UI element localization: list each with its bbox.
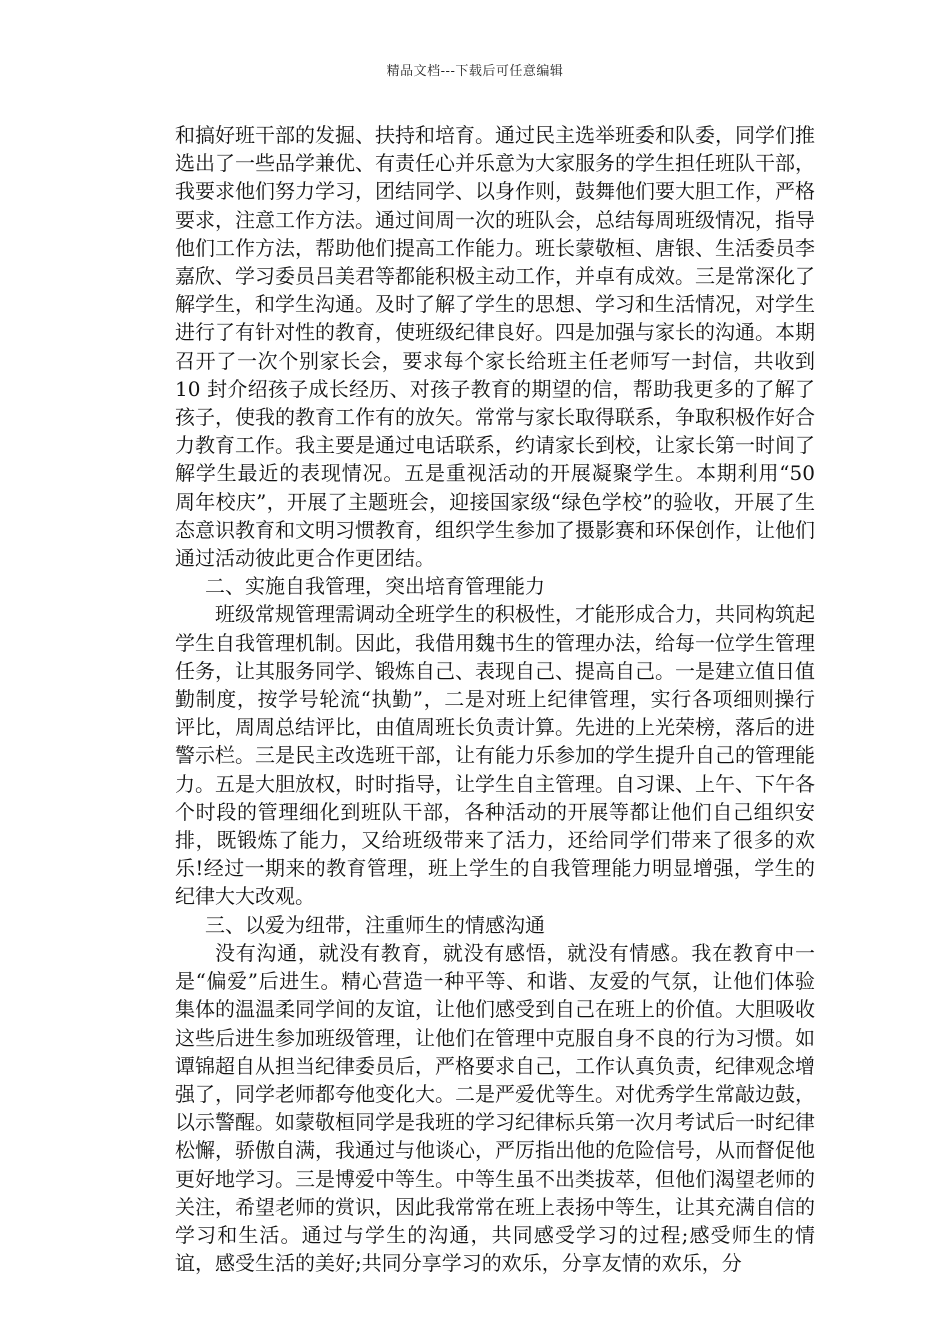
- document-body: [175, 121, 815, 1277]
- section-heading-3: 三、以爱为纽带，注重师生的情感沟通: [205, 912, 545, 937]
- section-heading-2: 二、实施自我管理，突出培育管理能力: [205, 574, 545, 599]
- paragraph-self-management: 班级常规管理需调动全班学生的积极性，才能形成合力，共同构筑起学生自我管理机制。因此，我借用魏书生的管理办法，给每一位学生管理任务，让其服务同学、锻炼自己、表现自己、提高自己。一是建立值日值勤制度，按学号轮流“执勤”，二是对班上纪律管理，实行各项细则操行评比，周周总结评比，由值周班长负责计算。先进的上光荣榜，落后的进警示栏。三是民主改选班干部，让有能力乐参加的学生提升自己的管理能力。五是大胆放权，时时指导，让学生自主管理。自习课、上午、下午各个时段的管理细化到班队干部，各种活动的开展等都让他们自己组织安排，既锻炼了能力，又给班级带来了活力，还给同学们带来了很多的欢乐!经过一期来的教育管理，班上学生的自我管理能力明显增强，学生的纪律大大改观。: [175, 602, 815, 909]
- page-header: 精品文档---下载后可任意编辑: [386, 64, 564, 79]
- paragraph-emotional-communication: 没有沟通，就没有教育，就没有感悟，就没有情感。我在教育中一是“偏爱”后进生。精心营造一种平等、和谐、友爱的气氛，让他们体验集体的温温柔同学间的友谊，让他们感受到自己在班上的价值。大胆吸收这些后进生参加班级管理，让他们在管理中克服自身不良的行为习惯。如谭锦超自从担当纪律委员后，严格要求自己，工作认真负责，纪律观念增强了，同学老师都夸他变化大。二是严爱优等生。对优秀学生常敲边鼓，以示警醒。如蒙敬桓同学是我班的学习纪律标兵第一次月考试后一时纪律松懈，骄傲自满，我通过与他谈心，严厉指出他的危险信号，从而督促他更好地学习。三是博爱中等生。中等生虽不出类拔萃，但他们渴望老师的关注，希望老师的赏识，因此我常常在班上表扬中等生，让其充满自信的学习和生活。通过与学生的沟通，共同感受学习的过程;感受师生的情谊，感受生活的美好;共同分享学习的欢乐，分享友情的欢乐，分: [175, 940, 815, 1276]
- paragraph-continued: 和搞好班干部的发掘、扶持和培育。通过民主选举班委和队委，同学们推选出了一些品学兼优、有责任心并乐意为大家服务的学生担任班队干部，我要求他们努力学习，团结同学、以身作则，鼓舞他们要大胆工作，严格要求，注意工作方法。通过间周一次的班队会，总结每周班级情况，指导他们工作方法，帮助他们提高工作能力。班长蒙敬桓、唐银、生活委员李嘉欣、学习委员吕美君等都能积极主动工作，并卓有成效。三是常深化了解学生，和学生沟通。及时了解了学生的思想、学习和生活情况，对学生进行了有针对性的教育，使班级纪律良好。四是加强与家长的沟通。本期召开了一次个别家长会，要求每个家长给班主任老师写一封信，共收到 10 封介绍孩子成长经历、对孩子教育的期望的信，帮助我更多的了解了孩子，使我的教育工作有的放矢。常常与家长取得联系，争取积极作好合力教育工作。我主要是通过电话联系，约请家长到校，让家长第一时间了解学生最近的表现情况。五是重视活动的开展凝聚学生。本期利用“50 周年校庆”，开展了主题班会，迎接国家级“绿色学校”的验收，开展了生态意识教育和文明习惯教育，组织学生参加了摄影赛和环保创作，让他们通过活动彼此更合作更团结。: [175, 123, 815, 571]
